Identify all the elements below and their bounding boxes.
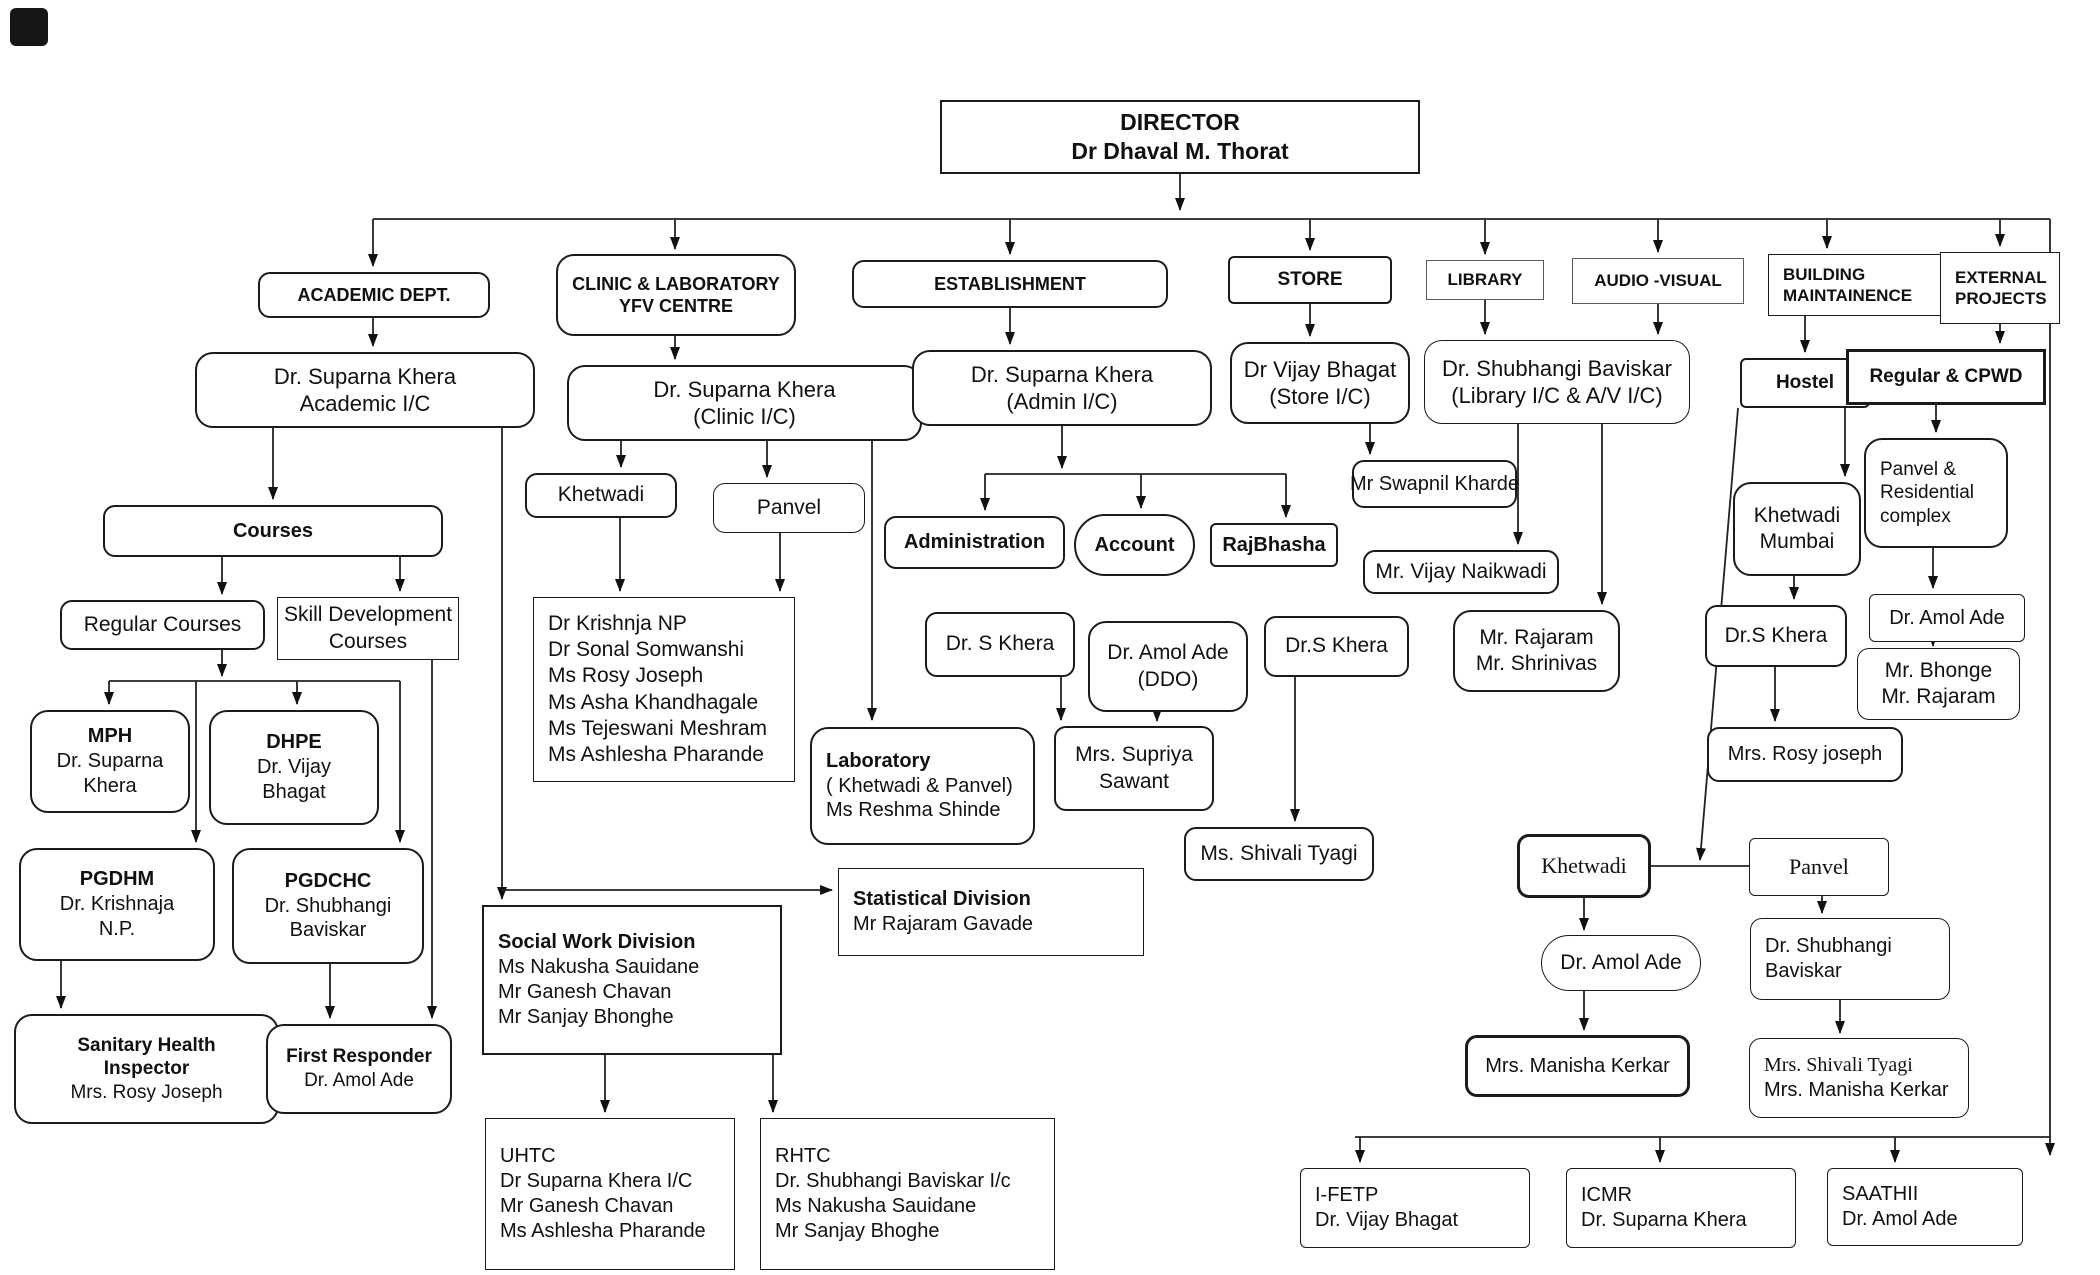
node-social-work-division: Social Work Division Ms Nakusha Sauidane Mr Ganesh Chavan Mr Sanjay Bhonghe: [482, 905, 782, 1055]
node-statistical-division: Statistical Division Mr Rajaram Gavade: [838, 868, 1144, 956]
node-icmr: ICMR Dr. Suparna Khera: [1566, 1168, 1796, 1248]
node-clinic-incharge: Dr. Suparna Khera (Clinic I/C): [567, 365, 922, 441]
node-manisha-kerkar: Mrs. Manisha Kerkar: [1465, 1035, 1690, 1097]
node-building-maintainence: BUILDING MAINTAINENCE: [1768, 254, 1948, 316]
node-director: DIRECTOR Dr Dhaval M. Thorat: [940, 100, 1420, 174]
node-saathii: SAATHII Dr. Amol Ade: [1827, 1168, 2023, 1246]
node-bhonge-rajaram: Mr. Bhonge Mr. Rajaram: [1857, 648, 2020, 720]
node-regular-courses: Regular Courses: [60, 600, 265, 650]
node-store-incharge: Dr Vijay Bhagat (Store I/C): [1230, 342, 1410, 424]
node-shivali-manisha: Mrs. Shivali Tyagi Mrs. Manisha Kerkar: [1749, 1038, 1969, 1118]
node-account: Account: [1074, 514, 1195, 576]
node-first-responder: First Responder Dr. Amol Ade: [266, 1024, 452, 1114]
node-clinic-laboratory: CLINIC & LABORATORY YFV CENTRE: [556, 254, 796, 336]
node-rosy-joseph: Mrs. Rosy joseph: [1707, 727, 1903, 782]
node-amol-ade-hostel: Dr. Amol Ade: [1541, 935, 1701, 991]
node-skill-development-courses: Skill Development Courses: [277, 597, 459, 660]
node-courses: Courses: [103, 505, 443, 557]
corner-mark: [10, 8, 48, 46]
node-sanitary-health-inspector: Sanitary Health Inspector Mrs. Rosy Joseph: [14, 1014, 279, 1124]
node-library: LIBRARY: [1426, 260, 1544, 300]
node-administration: Administration: [884, 516, 1065, 569]
node-store: STORE: [1228, 256, 1392, 304]
node-library-av-incharge: Dr. Shubhangi Baviskar (Library I/C & A/V I/C): [1424, 340, 1690, 424]
node-academic-incharge: Dr. Suparna Khera Academic I/C: [195, 352, 535, 428]
node-regular-cpwd: Regular & CPWD: [1846, 349, 2046, 405]
node-external-projects: EXTERNAL PROJECTS: [1940, 252, 2060, 324]
node-skhera-rajbhasha: Dr.S Khera: [1264, 616, 1409, 677]
node-pgdhm: PGDHM Dr. Krishnaja N.P.: [19, 848, 215, 961]
node-laboratory: Laboratory ( Khetwadi & Panvel) Ms Reshma Shinde: [810, 727, 1035, 845]
node-skhera-khetwadi-mumbai: Dr.S Khera: [1705, 605, 1847, 667]
node-shubhangi-hostel: Dr. Shubhangi Baviskar: [1750, 918, 1950, 1000]
node-admin-incharge: Dr. Suparna Khera (Admin I/C): [912, 350, 1212, 426]
node-shivali-tyagi: Ms. Shivali Tyagi: [1184, 827, 1374, 881]
node-supriya-sawant: Mrs. Supriya Sawant: [1054, 726, 1214, 811]
node-swapnil-kharde: Mr Swapnil Kharde: [1352, 460, 1517, 508]
node-vijay-naikwadi: Mr. Vijay Naikwadi: [1363, 550, 1559, 594]
node-academic-dept: ACADEMIC DEPT.: [258, 272, 490, 318]
node-pgdchc: PGDCHC Dr. Shubhangi Baviskar: [232, 848, 424, 964]
node-khetwadi-clinic: Khetwadi: [525, 473, 677, 518]
node-mph: MPH Dr. Suparna Khera: [30, 710, 190, 813]
node-amol-ade-panvel: Dr. Amol Ade: [1869, 594, 2025, 642]
node-uhtc: UHTC Dr Suparna Khera I/C Mr Ganesh Chavan Ms Ashlesha Pharande: [485, 1118, 735, 1270]
node-rajaram-shrinivas: Mr. Rajaram Mr. Shrinivas: [1453, 610, 1620, 692]
node-skhera-administration: Dr. S Khera: [925, 612, 1075, 677]
node-panvel-residential-complex: Panvel & Residential complex: [1864, 438, 2008, 548]
node-panvel-hostel: Panvel: [1749, 838, 1889, 896]
node-audio-visual: AUDIO -VISUAL: [1572, 258, 1744, 304]
node-khetwadi-hostel: Khetwadi: [1517, 834, 1651, 898]
node-khetwadi-mumbai: Khetwadi Mumbai: [1733, 482, 1861, 576]
node-rajbhasha: RajBhasha: [1210, 523, 1338, 567]
node-clinic-staff-list: Dr Krishnja NP Dr Sonal Somwanshi Ms Rosy Joseph Ms Asha Khandhagale Ms Tejeswani Meshram Ms Ashlesha Pharande: [533, 597, 795, 782]
node-ifetp: I-FETP Dr. Vijay Bhagat: [1300, 1168, 1530, 1248]
node-hostel: Hostel: [1740, 358, 1870, 408]
node-establishment: ESTABLISHMENT: [852, 260, 1168, 308]
node-dhpe: DHPE Dr. Vijay Bhagat: [209, 710, 379, 825]
node-panvel-clinic: Panvel: [713, 483, 865, 533]
node-rhtc: RHTC Dr. Shubhangi Baviskar I/c Ms Nakusha Sauidane Mr Sanjay Bhoghe: [760, 1118, 1055, 1270]
node-amol-ddo: Dr. Amol Ade (DDO): [1088, 621, 1248, 712]
